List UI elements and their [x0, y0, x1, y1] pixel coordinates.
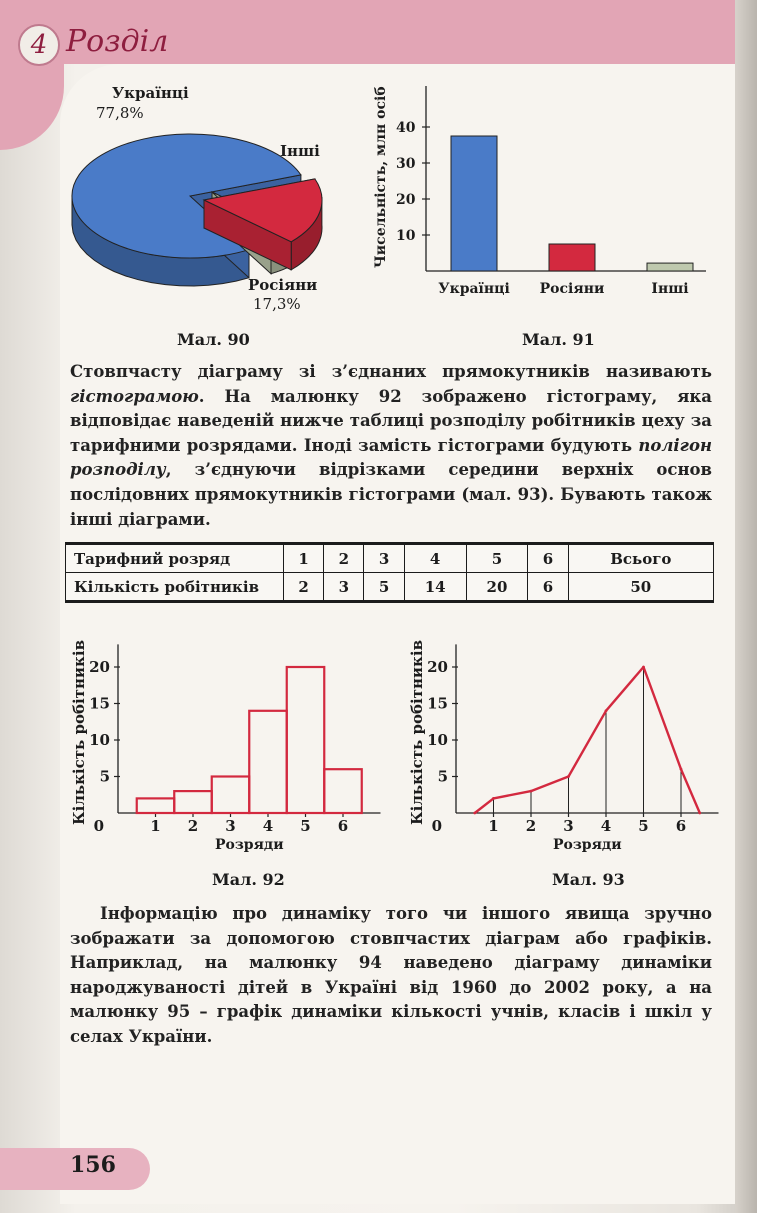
table-cell: 14 [404, 573, 466, 602]
fig92-ylabel: Кількість робітників [70, 639, 88, 825]
fig93-point [530, 790, 533, 793]
fig92-x-tick-label: 5 [300, 817, 311, 835]
table-total-header: Всього [568, 544, 713, 573]
fig93-plot [427, 644, 718, 835]
histogram-fig92 [62, 625, 382, 895]
fig93-x-tick-label: 5 [638, 817, 649, 835]
table-row-label: Кількість робітників [66, 573, 284, 602]
table-cell: 3 [364, 544, 404, 573]
fig92-origin-label: 0 [93, 817, 104, 835]
fig91-bar [647, 263, 693, 271]
table-cell: 2 [324, 544, 364, 573]
table-total-value: 50 [568, 573, 713, 602]
table-cell: 3 [324, 573, 364, 602]
table-cell: 1 [284, 544, 324, 573]
fig93-polygon-line [475, 667, 700, 813]
fig92-bar [249, 711, 287, 813]
table-cell: 6 [528, 544, 568, 573]
para1-text-2: . На малюнку 92 зображено гістограму, яка відповідає наведеній нижче таблиці розподілу робітників цеху за тарифними розрядами. Іноді замість гістограми будують [70, 386, 712, 455]
fig92-bar [137, 798, 175, 813]
fig92-x-tick-label: 6 [337, 817, 349, 835]
fig93-y-tick-label: 5 [437, 767, 448, 786]
table-cell: 4 [404, 544, 466, 573]
fig93-point [642, 666, 645, 669]
fig93-point [698, 812, 701, 815]
fig93-x-tick-label: 4 [600, 817, 612, 835]
para1-text-3: , з’єднуючи відрізками середини верхніх основ послідовних прямокутників гістограми (мал. 93). Бувають також інші діаграми. [70, 460, 712, 529]
pie-label-others: Інші [280, 142, 320, 160]
table-cell: 5 [466, 544, 528, 573]
polygon-fig93 [400, 625, 720, 895]
fig93-y-tick-label: 10 [427, 731, 448, 749]
fig92-bar [174, 791, 212, 813]
page-edge-shadow [735, 0, 757, 1213]
fig93-point [492, 797, 495, 800]
fig92-bar [212, 777, 250, 814]
fig93-x-tick-label: 6 [675, 817, 687, 835]
fig93-x-tick-label: 1 [488, 817, 499, 835]
fig91-x-tick-label: Інші [651, 281, 689, 297]
bar-chart-fig91 [350, 78, 722, 348]
fig90-caption: Мал. 90 [177, 330, 250, 349]
fig92-x-tick-label: 1 [150, 817, 161, 835]
fig92-y-tick-label: 20 [89, 658, 110, 676]
pie-value-ukrainians: 77,8% [96, 104, 144, 122]
para1-text-1: Стовпчасту діаграму зі з’єднаних прямокутників називають [70, 362, 712, 381]
fig93-y-tick-label: 15 [427, 694, 448, 713]
fig91-bar [549, 244, 595, 271]
table-cell: 6 [528, 573, 568, 602]
fig92-plot [89, 644, 380, 835]
fig93-point [605, 709, 608, 712]
fig91-ylabel: Чисельність, млн осіб [373, 86, 389, 268]
fig91-plot [396, 86, 706, 297]
fig92-y-tick-label: 10 [89, 731, 110, 749]
fig92-x-tick-label: 3 [225, 817, 236, 835]
fig91-y-tick-label: 40 [396, 120, 416, 136]
fig92-x-tick-label: 2 [187, 817, 199, 835]
paragraph-dynamics: Інформацію про динаміку того чи іншого явища зручно зображати за допомогою стовпчастих діаграм або графіків. Наприклад, на малюнку 94 наведено діаграму динаміки народжуваності дітей в Україні від 1960 до 2002 року, а на малюнку 95 – графік динаміки кількості учнів, класів і шкіл у селах України. [70, 904, 712, 1046]
fig92-bar [287, 667, 325, 813]
fig93-point [680, 768, 683, 771]
table-row-grades [66, 544, 714, 573]
table-row-label: Тарифний розряд [66, 544, 284, 573]
fig91-x-tick-label: Українці [438, 281, 510, 297]
pie-label-russians: Росіяни [248, 276, 318, 294]
fig93-origin-label: 0 [431, 817, 442, 835]
fig92-y-tick-label: 15 [89, 694, 110, 713]
table-cell: 2 [284, 573, 324, 602]
fig91-x-tick-label: Росіяни [539, 281, 605, 297]
fig92-caption: Мал. 92 [212, 870, 285, 889]
term-histogram: гістограмою [70, 386, 199, 406]
fig93-xlabel: Розряди [553, 837, 622, 853]
grade-distribution-table [65, 542, 714, 603]
table-cell: 5 [364, 573, 404, 602]
table-cell: 20 [466, 573, 528, 602]
pie-value-russians: 17,3% [253, 295, 301, 313]
fig91-y-tick-label: 30 [396, 156, 416, 172]
fig93-caption: Мал. 93 [552, 870, 625, 889]
fig91-y-tick-label: 10 [396, 228, 416, 244]
fig93-point [567, 775, 570, 778]
fig93-point [473, 812, 476, 815]
fig91-bar [451, 136, 497, 271]
fig93-x-tick-label: 3 [563, 817, 574, 835]
chapter-title: Розділ [66, 24, 169, 59]
fig92-x-tick-label: 4 [262, 817, 274, 835]
fig92-xlabel: Розряди [215, 837, 284, 853]
fig92-y-tick-label: 5 [99, 767, 110, 786]
fig93-y-tick-label: 20 [427, 658, 448, 676]
table-row-counts [66, 573, 714, 602]
fig92-bar [324, 769, 362, 813]
pie-label-ukrainians: Українці [112, 84, 189, 102]
paragraph-histogram-definition [70, 360, 712, 532]
pie-chart-fig90 [60, 78, 340, 348]
fig91-caption: Мал. 91 [522, 330, 595, 349]
page-number: 156 [70, 1152, 116, 1178]
chapter-number-badge: 4 [18, 24, 60, 66]
fig91-y-tick-label: 20 [396, 192, 416, 208]
fig93-ylabel: Кількість робітників [408, 639, 426, 825]
fig93-x-tick-label: 2 [525, 817, 537, 835]
term-distribution-polygon: полігон розподілу [70, 435, 712, 480]
